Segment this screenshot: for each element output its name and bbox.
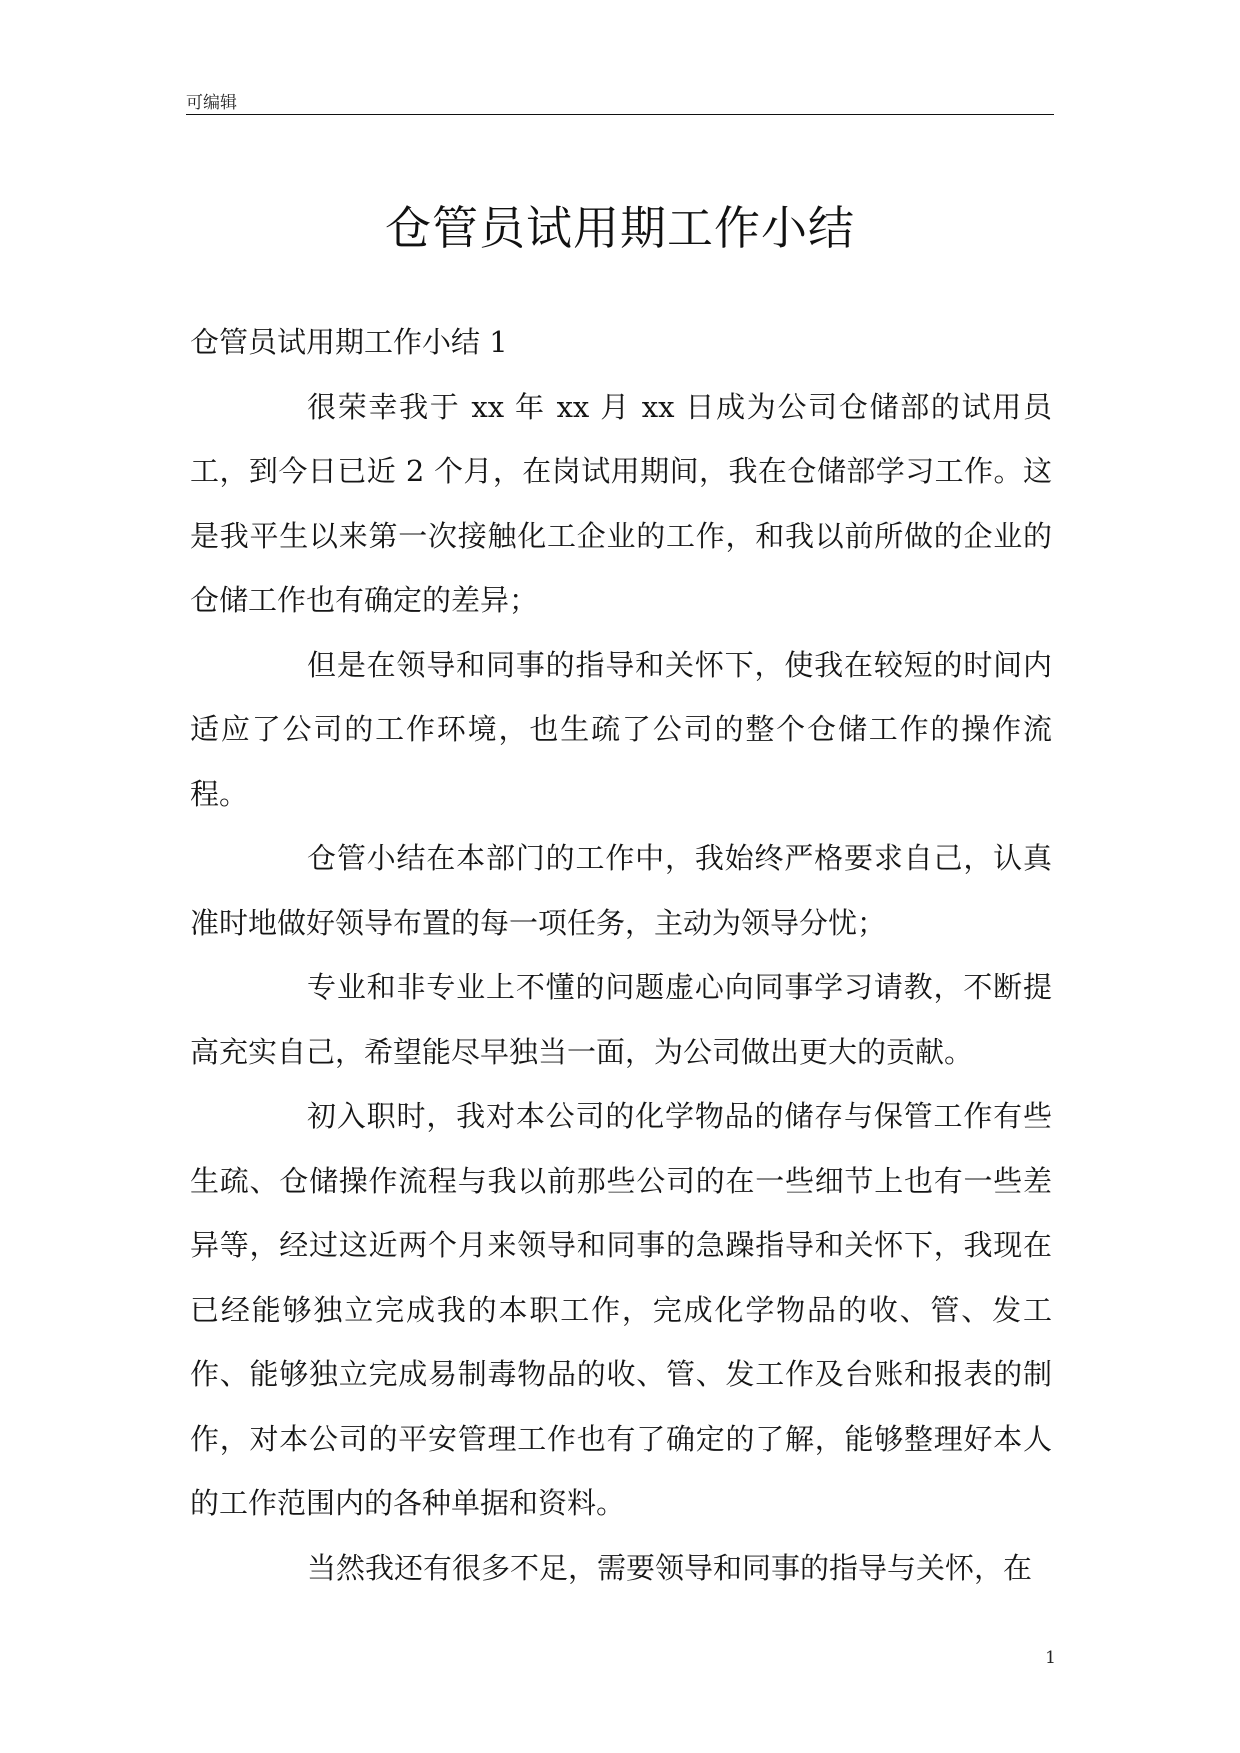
paragraph: 当然我还有很多不足，需要领导和同事的指导与关怀，在 <box>307 1550 1033 1585</box>
paragraph: 仓管小结在本部门的工作中，我始终严格要求自己，认真准时地做好领导布置的每一项任务，主动为领导分忧； <box>190 841 1052 940</box>
document-body <box>190 310 1052 1600</box>
paragraph: 但是在领导和同事的指导和关怀下，使我在较短的时间内适应了公司的工作环境，也生疏了公司的整个仓储工作的操作流程。 <box>190 647 1052 811</box>
paragraph: 专业和非专业上不懂的问题虚心向同事学习请教，不断提高充实自己，希望能尽早独当一面，为公司做出更大的贡献。 <box>190 970 1052 1069</box>
paragraph: 初入职时，我对本公司的化学物品的储存与保管工作有些生疏、仓储操作流程与我以前那些公司的在一些细节上也有一些差异等，经过这近两个月来领导和同事的急躁指导和关怀下，我现在已经能够独立完成我的本职工作，完成化学物品的收、管、发工作、能够独立完成易制毒物品的收、管、发工作及台账和报表的制作，对本公司的平安管理工作也有了确定的了解，能够整理好本人的工作范围内的各种单据和资料。 <box>190 1099 1052 1520</box>
document-title: 仓管员试用期工作小结 <box>385 201 855 255</box>
header-note: 可编辑 <box>186 93 237 113</box>
paragraph: 很荣幸我于 xx 年 xx 月 xx 日成为公司仓储部的试用员工，到今日已近 2 个月，在岗试用期间，我在仓储部学习工作。这是我平生以来第一次接触化工企业的工作，和我以前所做的企业的仓储工作也有确定的差异； <box>190 389 1052 617</box>
page-number: 1 <box>1045 1648 1056 1668</box>
section-heading: 仓管员试用期工作小结 1 <box>190 325 508 359</box>
header-divider <box>186 114 1054 115</box>
